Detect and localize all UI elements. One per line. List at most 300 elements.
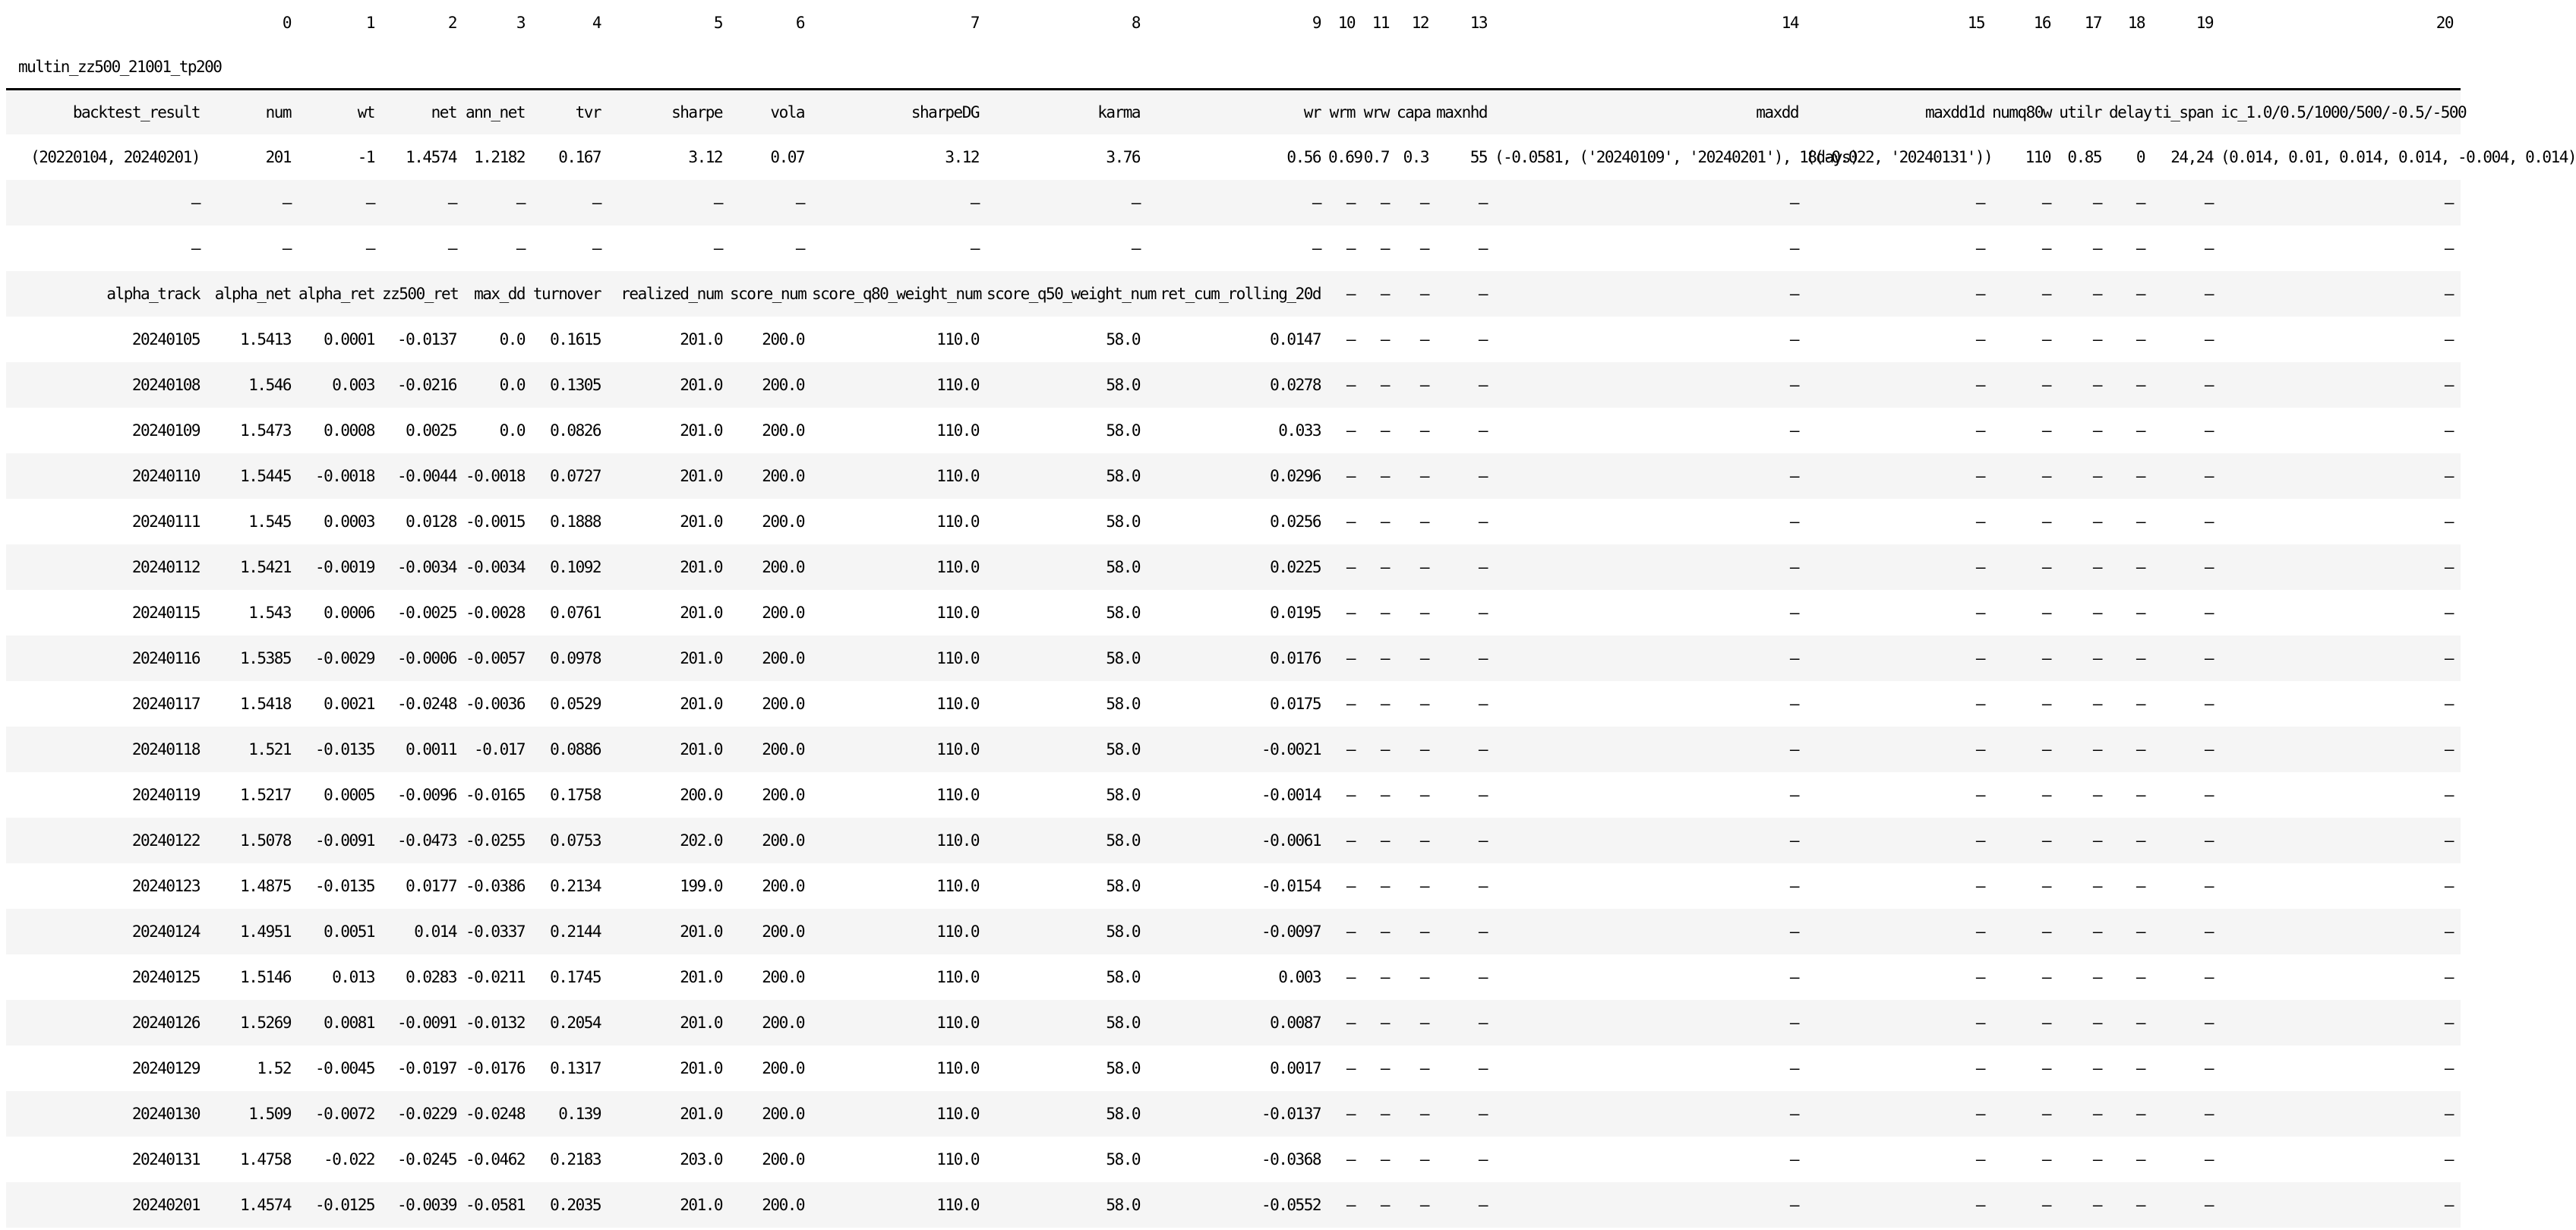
table-cell: — (2092, 604, 2101, 622)
table-cell: 1.2182 (474, 148, 525, 166)
table-cell: — (1975, 1196, 1984, 1214)
table-cell: -0.0255 (465, 831, 525, 850)
table-cell: zz500_ret (382, 285, 459, 303)
table-cell: -0.0021 (1261, 740, 1321, 758)
table-row (6, 317, 2461, 362)
table-cell: realized_num (620, 285, 722, 303)
column-index-label: 17 (2084, 14, 2101, 32)
table-cell: 0.1888 (550, 512, 601, 531)
table-cell: wrw (1363, 102, 1389, 121)
table-cell: ic_1.0/0.5/1000/500/-0.5/-500 (2221, 102, 2467, 121)
table-row (6, 727, 2461, 772)
table-cell: 0 (2136, 148, 2145, 166)
table-cell: ret_cum_rolling_20d (1160, 285, 1321, 303)
column-index-label: 8 (1131, 14, 1140, 32)
table-cell: — (2092, 649, 2101, 667)
table-cell: — (2041, 1014, 2050, 1032)
table-row (6, 453, 2461, 499)
row-label-cell: 20240125 (131, 968, 200, 986)
table-cell: 1.5385 (240, 649, 291, 667)
table-cell: — (1478, 285, 1487, 303)
table-cell: 58.0 (1106, 604, 1140, 622)
column-index-label: 3 (516, 14, 525, 32)
table-cell: — (1789, 1105, 1798, 1123)
table-cell: — (2444, 558, 2453, 576)
table-cell: 201.0 (680, 421, 722, 440)
table-cell: 0.014 (414, 922, 456, 941)
row-label-cell: 20240122 (131, 831, 200, 850)
table-cell: — (795, 239, 804, 257)
table-cell: — (1419, 467, 1428, 485)
table-cell: 0.0128 (406, 512, 456, 531)
table-cell: 58.0 (1106, 649, 1140, 667)
row-label-cell: alpha_track (106, 285, 200, 303)
table-cell: 201.0 (680, 1196, 722, 1214)
table-cell: — (1975, 239, 1984, 257)
table-cell: — (1478, 467, 1487, 485)
table-cell: 200.0 (762, 1196, 804, 1214)
table-cell: — (713, 239, 722, 257)
table-cell: — (1419, 330, 1428, 348)
table-cell: -0.0014 (1261, 786, 1321, 804)
table-cell: — (2136, 877, 2145, 895)
table-cell: — (2092, 968, 2101, 986)
table-cell: — (1975, 922, 1984, 941)
table-cell: 0.7 (1363, 148, 1389, 166)
table-cell: — (2041, 330, 2050, 348)
table-cell: — (1380, 239, 1389, 257)
row-label-cell: 20240117 (131, 695, 200, 713)
table-cell: -0.0137 (1261, 1105, 1321, 1123)
table-cell: — (2092, 330, 2101, 348)
table-cell: — (2204, 922, 2213, 941)
table-cell: — (2092, 376, 2101, 394)
table-cell: 0.0008 (324, 421, 374, 440)
row-label-cell: 20240115 (131, 604, 200, 622)
table-cell: — (1419, 558, 1428, 576)
table-cell: 24,24 (2170, 148, 2213, 166)
table-cell: net (431, 102, 456, 121)
table-cell: — (2204, 239, 2213, 257)
table-cell: — (2136, 968, 2145, 986)
table-cell: 1.4574 (240, 1196, 291, 1214)
table-cell: — (2136, 1150, 2145, 1168)
table-cell: 58.0 (1106, 831, 1140, 850)
table-cell: 58.0 (1106, 1150, 1140, 1168)
table-cell: — (1975, 558, 1984, 576)
table-row (6, 271, 2461, 317)
table-cell: score_num (730, 285, 807, 303)
table-cell: -0.0018 (465, 467, 525, 485)
table-cell: — (2204, 1150, 2213, 1168)
table-cell: 110.0 (936, 1014, 979, 1032)
row-label-cell: 20240112 (131, 558, 200, 576)
table-cell: sharpeDG (911, 102, 979, 121)
table-row (6, 499, 2461, 544)
table-cell: 0.0081 (324, 1014, 374, 1032)
column-index-label: 11 (1372, 14, 1389, 32)
table-cell: ti_span (2153, 102, 2213, 121)
table-cell: 200.0 (680, 786, 722, 804)
table-cell: -0.0028 (465, 604, 525, 622)
row-label-cell: (20220104, 20240201) (30, 148, 200, 166)
column-index-label: 16 (2033, 14, 2050, 32)
table-cell: — (970, 194, 979, 212)
table-cell: — (282, 194, 291, 212)
table-row (6, 226, 2461, 271)
row-label-cell: 20240124 (131, 922, 200, 941)
table-cell: — (2041, 1196, 2050, 1214)
table-cell: wr (1303, 102, 1321, 121)
table-cell: — (2041, 239, 2050, 257)
table-cell: 110.0 (936, 512, 979, 531)
table-cell: -0.0097 (1261, 922, 1321, 941)
table-row (6, 772, 2461, 818)
table-cell: — (1975, 1014, 1984, 1032)
table-cell: — (2444, 649, 2453, 667)
table-cell: — (1346, 968, 1355, 986)
table-cell: 0.2054 (550, 1014, 601, 1032)
table-cell: — (1789, 512, 1798, 531)
table-cell: — (1419, 831, 1428, 850)
table-cell: — (2136, 786, 2145, 804)
table-cell: — (1478, 877, 1487, 895)
table-cell: 58.0 (1106, 968, 1140, 986)
table-cell: — (1478, 1059, 1487, 1077)
row-label-cell: 20240119 (131, 786, 200, 804)
table-cell: — (2204, 467, 2213, 485)
index-name-row (6, 46, 2461, 89)
table-cell: -0.0248 (396, 695, 456, 713)
table-cell: — (1380, 1150, 1389, 1168)
table-cell: — (1380, 649, 1389, 667)
table-cell: alpha_net (214, 285, 291, 303)
table-cell: max_dd (474, 285, 525, 303)
table-cell: — (2136, 922, 2145, 941)
table-cell: 201.0 (680, 1014, 722, 1032)
table-cell: 201.0 (680, 1059, 722, 1077)
index-corner (6, 0, 207, 46)
table-cell: 110.0 (936, 467, 979, 485)
table-cell: 110.0 (936, 877, 979, 895)
table-cell: — (2444, 1150, 2453, 1168)
table-cell: -0.0036 (465, 695, 525, 713)
table-cell: capa (1397, 102, 1431, 121)
table-cell: — (1380, 467, 1389, 485)
table-cell: -0.0368 (1261, 1150, 1321, 1168)
table-cell: — (2092, 194, 2101, 212)
row-label-cell: 20240110 (131, 467, 200, 485)
table-cell: — (1789, 376, 1798, 394)
table-cell: — (1478, 1105, 1487, 1123)
table-cell: — (2444, 239, 2453, 257)
table-row (6, 362, 2461, 408)
table-cell: 201.0 (680, 376, 722, 394)
table-cell: — (1419, 512, 1428, 531)
table-cell: — (1346, 740, 1355, 758)
column-index-label: 13 (1470, 14, 1487, 32)
column-index-label: 7 (970, 14, 979, 32)
table-cell: — (1789, 695, 1798, 713)
table-cell: 0.0283 (406, 968, 456, 986)
table-cell: — (2136, 376, 2145, 394)
table-cell: — (2092, 239, 2101, 257)
table-cell: — (1975, 695, 1984, 713)
table-cell: — (2204, 421, 2213, 440)
table-row (6, 89, 2461, 134)
table-cell: 201.0 (680, 558, 722, 576)
table-cell: — (1380, 740, 1389, 758)
table-cell: 200.0 (762, 649, 804, 667)
table-cell: 0.0886 (550, 740, 601, 758)
table-cell: — (2136, 1059, 2145, 1077)
table-cell: -0.0091 (314, 831, 374, 850)
table-cell: 0.013 (332, 968, 374, 986)
table-title: multin_zz500_21001_tp200 (18, 57, 222, 76)
column-index-label: 12 (1411, 14, 1428, 32)
table-cell: 110.0 (936, 1150, 979, 1168)
table-cell: — (2041, 421, 2050, 440)
table-cell: — (1380, 285, 1389, 303)
table-cell: — (2136, 695, 2145, 713)
table-cell: — (1975, 968, 1984, 986)
table-cell: -0.0135 (314, 877, 374, 895)
table-cell: 1.5421 (240, 558, 291, 576)
table-cell: 200.0 (762, 786, 804, 804)
table-cell: 0.0753 (550, 831, 601, 850)
table-cell: — (1346, 1014, 1355, 1032)
table-cell: — (2092, 1014, 2101, 1032)
table-cell: 110.0 (936, 330, 979, 348)
table-cell: — (2136, 649, 2145, 667)
table-cell: — (1346, 877, 1355, 895)
table-cell: — (1789, 330, 1798, 348)
row-label-cell: 20240126 (131, 1014, 200, 1032)
table-cell: 201.0 (680, 740, 722, 758)
table-cell: 0.1758 (550, 786, 601, 804)
table-cell: 0.0003 (324, 512, 374, 531)
table-cell: — (1789, 968, 1798, 986)
table-cell: — (1478, 1196, 1487, 1214)
table-cell: 200.0 (762, 467, 804, 485)
table-cell: — (1380, 877, 1389, 895)
row-label-cell: 20240105 (131, 330, 200, 348)
table-cell: -0.0015 (465, 512, 525, 531)
table-cell: alpha_ret (298, 285, 375, 303)
table-cell: 0.0176 (1270, 649, 1321, 667)
table-cell: -0.022 (324, 1150, 374, 1168)
table-cell: 3.76 (1106, 148, 1140, 166)
table-cell: -0.0072 (314, 1105, 374, 1123)
row-label-cell: 20240116 (131, 649, 200, 667)
table-cell: — (2041, 922, 2050, 941)
table-cell: — (1380, 695, 1389, 713)
column-index-label: 9 (1312, 14, 1321, 32)
table-cell: — (592, 194, 601, 212)
table-cell: -0.0057 (465, 649, 525, 667)
table-cell: -0.0229 (396, 1105, 456, 1123)
table-cell: — (1478, 604, 1487, 622)
table-cell: 1.546 (248, 376, 291, 394)
table-cell: -0.0132 (465, 1014, 525, 1032)
table-cell: — (2041, 1105, 2050, 1123)
table-cell: — (516, 194, 525, 212)
table-row (6, 1046, 2461, 1091)
table-cell: — (1975, 421, 1984, 440)
table-cell: 200.0 (762, 330, 804, 348)
table-cell: 203.0 (680, 1150, 722, 1168)
table-cell: — (1419, 786, 1428, 804)
table-cell: — (2092, 1105, 2101, 1123)
table-cell: -0.0034 (465, 558, 525, 576)
table-cell: — (2041, 285, 2050, 303)
table-cell: 201.0 (680, 330, 722, 348)
table-cell: 200.0 (762, 740, 804, 758)
table-cell: — (1346, 1150, 1355, 1168)
table-cell: tvr (575, 102, 601, 121)
table-cell: ((-0.022, '20240131')) (1806, 148, 1993, 166)
table-cell: — (1419, 285, 1428, 303)
table-cell: — (2041, 1150, 2050, 1168)
table-cell: — (2041, 695, 2050, 713)
table-cell: — (2204, 376, 2213, 394)
table-cell: -0.0176 (465, 1059, 525, 1077)
table-cell: — (2444, 695, 2453, 713)
table-cell: 0.56 (1286, 148, 1321, 166)
table-cell: 1.5473 (240, 421, 291, 440)
table-cell: -0.0211 (465, 968, 525, 986)
table-cell: -0.0034 (396, 558, 456, 576)
table-cell: -0.0061 (1261, 831, 1321, 850)
table-cell: — (2041, 194, 2050, 212)
table-cell: — (1346, 922, 1355, 941)
table-cell: 201.0 (680, 968, 722, 986)
table-cell: — (1312, 239, 1321, 257)
table-cell: 1.4951 (240, 922, 291, 941)
table-cell: 110.0 (936, 1059, 979, 1077)
table-cell: 1.509 (248, 1105, 291, 1123)
table-cell: — (2204, 1105, 2213, 1123)
table-cell: — (1346, 649, 1355, 667)
column-index-label: 10 (1337, 14, 1355, 32)
table-cell: — (2092, 1150, 2101, 1168)
table-cell: delay (2109, 102, 2151, 121)
table-cell: 0.07 (770, 148, 804, 166)
table-cell: — (1478, 330, 1487, 348)
table-cell: 0.0011 (406, 740, 456, 758)
table-cell: 200.0 (762, 877, 804, 895)
table-cell: 1.4758 (240, 1150, 291, 1168)
table-cell: 0.0147 (1270, 330, 1321, 348)
table-cell: — (1478, 922, 1487, 941)
table-cell: 1.52 (257, 1059, 291, 1077)
table-cell: — (1380, 512, 1389, 531)
table-cell: maxdd (1756, 102, 1798, 121)
table-cell: 0.0195 (1270, 604, 1321, 622)
column-index-label: 1 (365, 14, 374, 32)
table-cell: -0.017 (474, 740, 525, 758)
table-cell: — (1789, 649, 1798, 667)
table-cell: 201.0 (680, 1105, 722, 1123)
table-cell: 201.0 (680, 604, 722, 622)
table-cell: -0.0216 (396, 376, 456, 394)
table-cell: score_q80_weight_num (812, 285, 981, 303)
table-cell: — (1419, 421, 1428, 440)
table-cell: 58.0 (1106, 740, 1140, 758)
table-cell: — (2444, 877, 2453, 895)
table-cell: 201.0 (680, 922, 722, 941)
table-cell: 58.0 (1106, 558, 1140, 576)
table-cell: 0.033 (1278, 421, 1321, 440)
table-row (6, 1182, 2461, 1228)
table-cell: — (2204, 1014, 2213, 1032)
table-cell: — (1380, 330, 1389, 348)
table-cell: 0.0978 (550, 649, 601, 667)
table-cell: — (2204, 604, 2213, 622)
table-cell: — (1346, 558, 1355, 576)
table-cell: — (282, 239, 291, 257)
table-cell: 0.1092 (550, 558, 601, 576)
table-cell: 58.0 (1106, 330, 1140, 348)
row-label-cell: 20240109 (131, 421, 200, 440)
table-cell: 110.0 (936, 376, 979, 394)
table-cell: — (2092, 512, 2101, 531)
table-cell: — (2092, 740, 2101, 758)
table-cell: 110.0 (936, 1105, 979, 1123)
table-cell: — (2092, 421, 2101, 440)
table-cell: — (447, 239, 456, 257)
table-row (6, 1091, 2461, 1137)
table-cell: — (1789, 1059, 1798, 1077)
table-cell: — (1380, 968, 1389, 986)
table-cell: 201 (265, 148, 291, 166)
table-cell: — (1346, 239, 1355, 257)
row-label-cell: 20240118 (131, 740, 200, 758)
table-cell: — (2204, 330, 2213, 348)
table-cell: — (1419, 1105, 1428, 1123)
table-cell: — (1478, 558, 1487, 576)
table-cell: 0.0256 (1270, 512, 1321, 531)
table-cell: — (1789, 558, 1798, 576)
table-cell: sharpe (671, 102, 722, 121)
table-cell: — (1789, 1196, 1798, 1214)
table-cell: 0.1305 (550, 376, 601, 394)
table-cell: -0.0039 (396, 1196, 456, 1214)
table-cell: — (1975, 786, 1984, 804)
table-cell: — (1419, 1014, 1428, 1032)
table-cell: 1.5217 (240, 786, 291, 804)
table-cell: — (2092, 285, 2101, 303)
column-index-label: 18 (2127, 14, 2145, 32)
table-cell: maxnhd (1436, 102, 1487, 121)
column-index-row (6, 0, 2461, 46)
table-cell: 0.0017 (1270, 1059, 1321, 1077)
table-cell: 1.5413 (240, 330, 291, 348)
table-cell: — (1419, 1059, 1428, 1077)
table-cell: — (2136, 285, 2145, 303)
table-cell: — (2041, 512, 2050, 531)
table-cell: -0.0581 (465, 1196, 525, 1214)
table-cell: — (1478, 968, 1487, 986)
table-cell: 0.0 (499, 376, 525, 394)
table-cell: — (2092, 1059, 2101, 1077)
table-cell: — (1789, 1014, 1798, 1032)
table-cell: 58.0 (1106, 877, 1140, 895)
table-cell: — (1975, 877, 1984, 895)
table-cell: — (1478, 831, 1487, 850)
table-cell: — (1380, 604, 1389, 622)
table-cell: 0.2134 (550, 877, 601, 895)
